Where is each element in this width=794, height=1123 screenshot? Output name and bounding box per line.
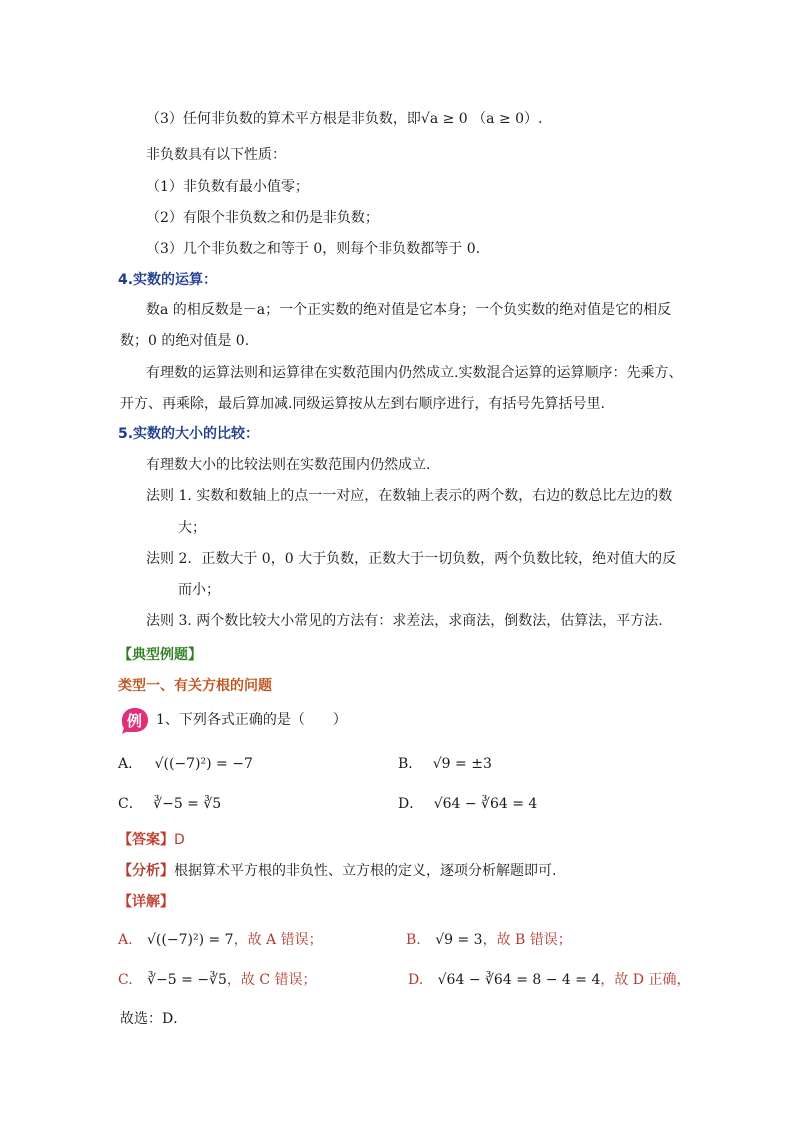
option-b: [398, 755, 492, 773]
heading-real-comparison: 5.实数的大小的比较：: [118, 426, 260, 442]
nonneg-intro: 非负数具有以下性质：: [146, 147, 286, 163]
type-1-heading: 类型一、有关方根的问题: [118, 678, 272, 694]
detail-d-expr: √64 − ∛64 = 8 − 4 = 4: [437, 972, 601, 988]
detail-d-verdict: ，故 D 正确，: [600, 972, 691, 988]
operation-para-2b: 开方、再乘除，最后算加减.同级运算按从左到右顺序进行，有括号先算括号里.: [120, 396, 605, 412]
detail-c-verdict: ，故 C 错误；: [226, 972, 317, 988]
conclusion: 故选：D．: [120, 1011, 188, 1027]
nonneg-property-1: （1）非负数有最小值零；: [146, 179, 309, 195]
option-a: [118, 755, 253, 773]
answer-value: D: [174, 832, 185, 848]
typical-examples-heading: 【典型例题】: [118, 647, 202, 663]
option-d-expr: √64 − ∛64 = 4: [433, 796, 538, 812]
option-c-label: C．: [118, 796, 143, 812]
detail-a-label: A.: [118, 932, 133, 948]
analysis-tag: 【分析】: [118, 863, 174, 879]
comparison-intro: 有理数大小的比较法则在实数范围内仍然成立.: [146, 457, 431, 473]
option-a-expr: √((−7)²) = −7: [154, 756, 253, 772]
analysis-line: [118, 862, 556, 880]
detail-d: [408, 971, 690, 989]
detail-b-verdict: ，故 B 错误；: [482, 932, 572, 948]
operation-para-1a: 数a 的相反数是－a；一个正实数的绝对值是它本身；一个负实数的绝对值是它的相反: [146, 302, 672, 318]
nonneg-property-2: （2）有限个非负数之和仍是非负数；: [146, 210, 379, 226]
question-1: 1、下列各式正确的是（ ）: [156, 712, 347, 728]
rule-1b: 大；: [178, 520, 206, 536]
rule-2b: 而小；: [178, 582, 220, 598]
operation-para-1b: 数；0 的绝对值是 0.: [120, 333, 250, 349]
detail-tag: 【详解】: [118, 894, 174, 910]
detail-line: [118, 893, 174, 911]
nonneg-property-3: （3）几个非负数之和等于 0，则每个非负数都等于 0.: [146, 241, 481, 257]
example-badge-icon: [120, 706, 150, 734]
option-d-label: D．: [398, 796, 424, 812]
detail-a: [118, 931, 323, 949]
answer-line: [118, 831, 185, 849]
option-b-expr: √9 = ±3: [432, 756, 492, 772]
rule-1a: 法则 1. 实数和数轴上的点一一对应，在数轴上表示的两个数，右边的数总比左边的数: [146, 488, 673, 504]
operation-para-2a: 有理数的运算法则和运算律在实数范围内仍然成立.实数混合运算的运算顺序：先乘方、: [146, 365, 683, 381]
option-b-label: B．: [398, 756, 423, 772]
detail-c-expr: ∛−5 = −∛5: [147, 972, 227, 988]
property-3: （3）任何非负数的算术平方根是非负数，即√a ≥ 0 （a ≥ 0）.: [146, 111, 543, 127]
detail-a-expr: √((−7)²) = 7: [147, 932, 234, 948]
detail-c: [118, 971, 317, 989]
option-c-expr: ∛−5 = ∛5: [153, 796, 222, 812]
detail-d-label: D.: [408, 972, 424, 988]
detail-b-expr: √9 = 3: [435, 932, 483, 948]
detail-b-label: B.: [406, 932, 421, 948]
detail-b: [406, 931, 572, 949]
heading-real-operations: 4.实数的运算：: [118, 272, 218, 288]
option-a-label: A．: [118, 756, 143, 772]
example-badge-label: 例: [127, 712, 143, 730]
rule-3: 法则 3. 两个数比较大小常见的方法有：求差法，求商法，倒数法，估算法，平方法.: [146, 613, 663, 629]
analysis-text: 根据算术平方根的非负性、立方根的定义，逐项分析解题即可.: [174, 863, 557, 879]
detail-a-verdict: ，故 A 错误；: [233, 932, 323, 948]
rule-2a: 法则 2．正数大于 0，0 大于负数，正数大于一切负数，两个负数比较，绝对值大的反: [146, 551, 677, 567]
answer-tag: 【答案】: [118, 832, 174, 848]
option-d: [398, 795, 537, 813]
option-c: [118, 795, 221, 813]
detail-c-label: C.: [118, 972, 133, 988]
